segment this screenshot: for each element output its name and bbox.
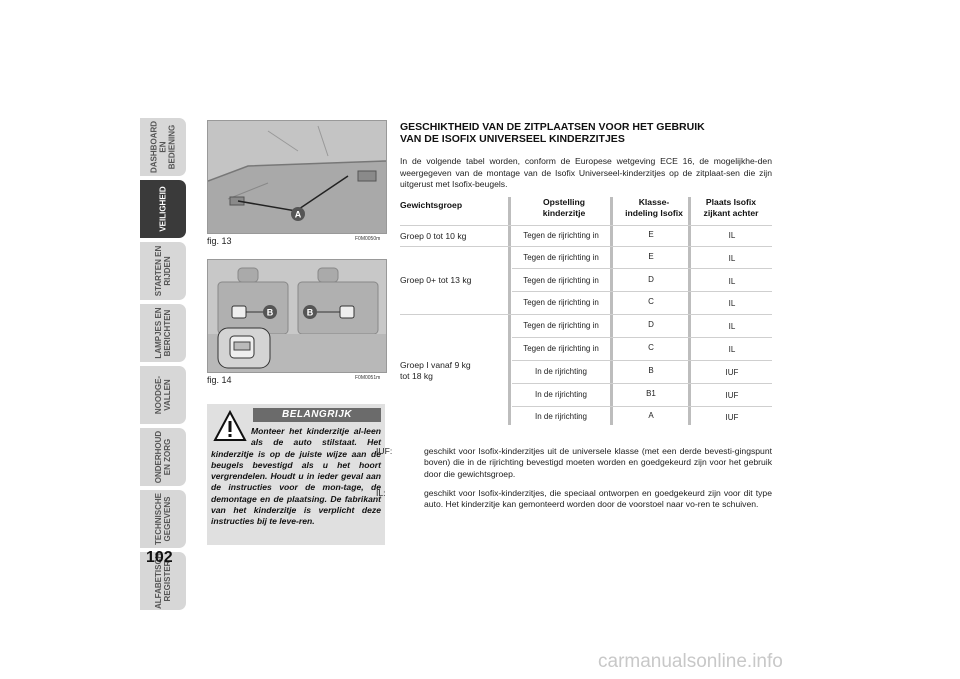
cell-class: B1 xyxy=(646,389,656,398)
page-number: 102 xyxy=(146,549,173,566)
note-text: geschikt voor Isofix-kinderzitjes, die speciaal ontworpen en goedgekeurd zijn voor dit type auto. Het kinderzitje kan gemonteerd worden door de voorstoel naar vo-ren te schuiven. xyxy=(424,488,772,510)
header-class xyxy=(612,197,696,218)
cell-place: IL xyxy=(728,299,736,308)
cell-place: IL xyxy=(728,277,736,286)
tab-technische[interactable] xyxy=(140,490,186,548)
cell-class: A xyxy=(648,411,654,420)
cell-place: IUF xyxy=(725,391,739,400)
tab-label: ALFABETISCH REGISTER xyxy=(154,553,172,609)
figure-13-image xyxy=(207,120,387,234)
cell-position: Tegen de rijrichting in xyxy=(523,231,599,240)
section-title-line2: VAN DE ISOFIX UNIVERSEEL KINDERZITJES xyxy=(400,133,625,145)
note-iuf xyxy=(376,446,772,480)
note-il xyxy=(376,488,772,511)
row-divider xyxy=(512,268,772,269)
row-divider xyxy=(512,406,772,407)
header-class-line1: Klasse- xyxy=(638,197,670,207)
weight-group-label: Groep 0 tot 10 kg xyxy=(400,231,467,241)
header-place xyxy=(690,197,772,218)
cell-class: E xyxy=(648,252,654,261)
cell-place: IUF xyxy=(725,368,739,377)
tab-label: TECHNISCHE GEGEVENS xyxy=(154,493,172,546)
section-title-line1: GESCHIKTHEID VAN DE ZITPLAATSEN VOOR HET GEBRUIK xyxy=(400,121,705,133)
note-key: IUF: xyxy=(376,446,393,456)
header-position-line2: kinderzitje xyxy=(542,207,586,218)
cell-place: IUF xyxy=(725,413,739,422)
row-divider xyxy=(400,314,772,315)
header-place-line1: Plaats Isofix xyxy=(705,197,757,207)
tab-label: NOODGE- VALLEN xyxy=(154,375,172,415)
column-divider xyxy=(688,197,691,425)
figure-14-caption: fig. 14 xyxy=(207,375,232,385)
header-group: Gewichtsgroep xyxy=(400,200,463,210)
trunk-illustration xyxy=(208,121,386,233)
weight-group-label: Groep 0+ tot 13 kg xyxy=(400,275,472,285)
weight-group-label: tot 18 kg xyxy=(400,371,433,381)
cell-position: In de rijrichting xyxy=(534,367,588,376)
row-divider xyxy=(512,337,772,338)
figure-13-caption: fig. 13 xyxy=(207,236,232,246)
cell-position: In de rijrichting xyxy=(534,390,588,399)
warning-badge: BELANGRIJK xyxy=(253,408,381,422)
section-title xyxy=(400,121,780,145)
cell-place: IL xyxy=(728,322,736,331)
tab-veiligheid[interactable] xyxy=(140,180,186,238)
cell-place: IL xyxy=(728,345,736,354)
cell-place: IL xyxy=(728,254,736,263)
cell-class: C xyxy=(648,343,654,352)
column-divider xyxy=(610,197,613,425)
note-key: IL: xyxy=(376,488,386,498)
callout-b-right: B xyxy=(306,307,314,318)
header-place-line2: zijkant achter xyxy=(703,207,759,218)
weight-group-label: Groep I vanaf 9 kg xyxy=(400,360,471,370)
header-position-line1: Opstelling xyxy=(542,197,586,207)
chapter-tabs xyxy=(140,118,186,614)
isofix-table xyxy=(400,197,772,427)
warning-text-block xyxy=(211,426,381,528)
row-divider xyxy=(400,225,772,226)
cell-class: D xyxy=(648,320,654,329)
figure-14-code: F0M0051m xyxy=(355,375,381,381)
cell-position: Tegen de rijrichting in xyxy=(523,253,599,262)
tab-dashboard[interactable] xyxy=(140,118,186,176)
cell-position: Tegen de rijrichting in xyxy=(523,344,599,353)
tab-label: STARTEN EN RIJDEN xyxy=(154,245,172,297)
figure-13-code: F0M0050m xyxy=(355,236,381,242)
header-position xyxy=(510,197,618,218)
column-divider xyxy=(508,197,511,425)
callout-b-left: B xyxy=(266,307,274,318)
weight-group xyxy=(400,275,471,286)
cell-position: In de rijrichting xyxy=(534,412,588,421)
tab-onderhoud[interactable] xyxy=(140,428,186,486)
figure-14-image xyxy=(207,259,387,373)
tab-label: DASHBOARD EN BEDIENING xyxy=(149,121,177,173)
tab-lampjes[interactable] xyxy=(140,304,186,362)
row-divider xyxy=(512,291,772,292)
callout-a: A xyxy=(294,209,302,220)
warning-text: Monteer het kinderzitje al-leen als de auto stilstaat. Het kinderzitje is op de juiste wijze aan de beugels bevestigd als u het hoort vergrendelen. Houdt u in ieder geval aan de instructies voor de mon-tage, de demontage en de plaatsing. De fabrikant van het kinderzitje is verplicht deze instructies bij te leve-ren. xyxy=(211,426,381,527)
row-divider xyxy=(512,383,772,384)
row-divider xyxy=(512,360,772,361)
weight-group xyxy=(400,231,466,242)
tab-noodgevallen[interactable] xyxy=(140,366,186,424)
cell-class: C xyxy=(648,297,654,306)
cell-class: E xyxy=(648,230,654,239)
tab-starten[interactable] xyxy=(140,242,186,300)
tab-label: VEILIGHEID xyxy=(158,186,168,232)
cell-class: D xyxy=(648,275,654,284)
cell-place: IL xyxy=(728,231,736,240)
note-text: geschikt voor Isofix-kinderzitjes uit de universele klasse (met een derde bevesti-gingspunt boven) die in de rijrichting bevestigd moeten worden en goedgekeurd zijn voor het gebruik door die gewichtsgroep. xyxy=(424,446,772,479)
section-intro: In de volgende tabel worden, conform de Europese wetgeving ECE 16, de mogelijkhe-den weergegeven van de montage van de Isofix Universeel-kinderzitjes op de zitplaat-sen die zijn uitgerust met Isofix-beugels. xyxy=(400,156,772,190)
tab-label: ONDERHOUD EN ZORG xyxy=(154,430,172,484)
row-divider xyxy=(400,246,772,247)
weight-group xyxy=(400,360,471,382)
warning-box xyxy=(207,404,385,545)
header-class-line2: indeling Isofix xyxy=(625,207,683,218)
cell-class: B xyxy=(648,366,654,375)
rear-seat-illustration xyxy=(208,260,386,372)
tab-label: LAMPJES EN BERICHTEN xyxy=(154,307,172,359)
watermark: carmanualsonline.info xyxy=(598,651,783,672)
cell-position: Tegen de rijrichting in xyxy=(523,276,599,285)
cell-position: Tegen de rijrichting in xyxy=(523,321,599,330)
cell-position: Tegen de rijrichting in xyxy=(523,298,599,307)
